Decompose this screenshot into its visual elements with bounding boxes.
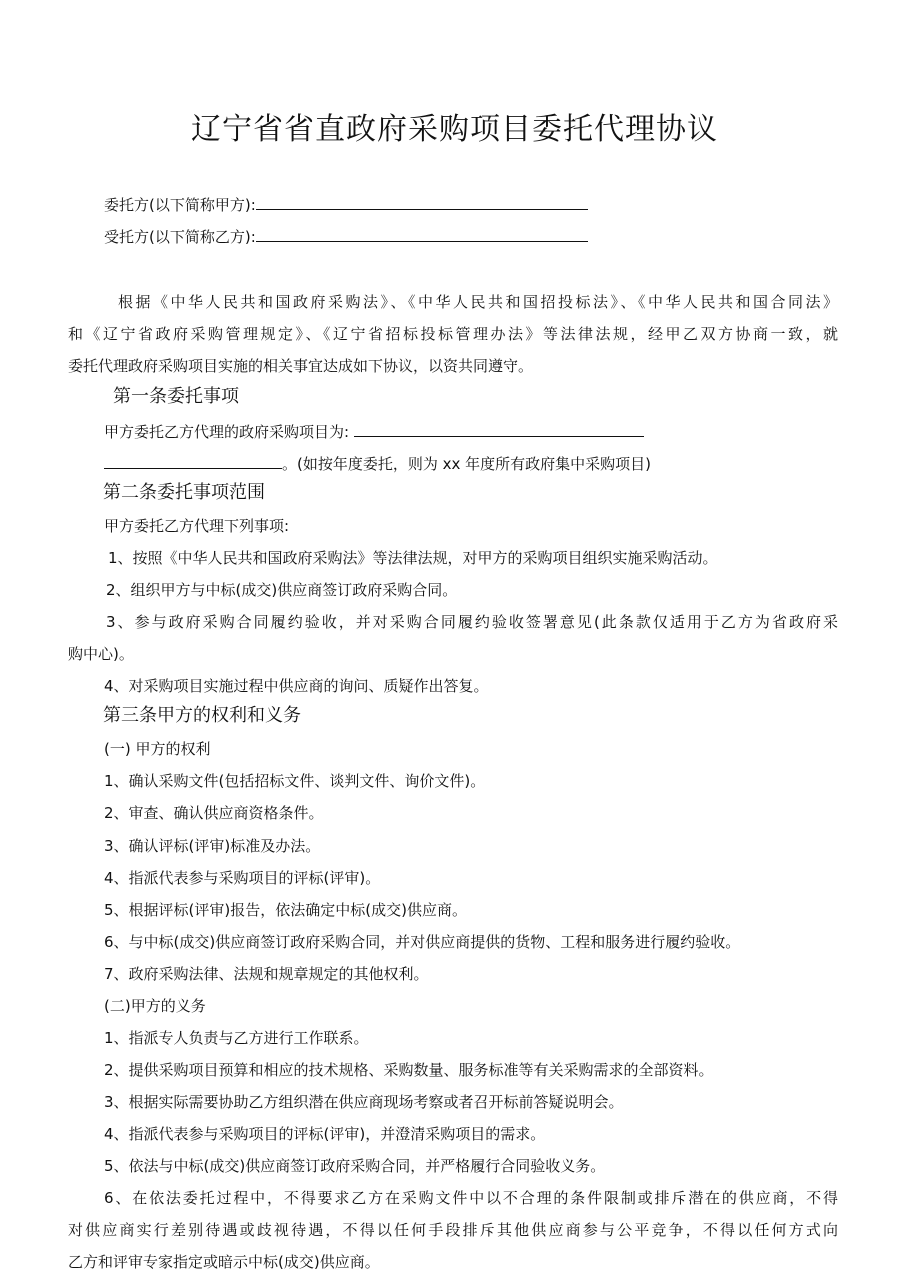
article-1-note: 。(如按年度委托，则为 xx 年度所有政府集中采购项目): [282, 455, 651, 473]
duty-item-6b: 对供应商实行差别待遇或歧视待遇，不得以任何手段排斥其他供应商参与公平竞争，不得以任何方式向: [68, 1221, 838, 1239]
intro-line-2: 和《辽宁省政府采购管理规定》、《辽宁省招标投标管理办法》等法律法规，经甲乙双方协商一致，就: [68, 325, 838, 343]
duty-item-1: 1、指派专人负责与乙方进行工作联系。: [104, 1029, 369, 1047]
party-b-blank: [256, 227, 588, 242]
article-2-intro: 甲方委托乙方代理下列事项:: [104, 517, 290, 535]
duties-heading: (二)甲方的义务: [104, 997, 206, 1015]
intro-line-1: 根据《中华人民共和国政府采购法》、《中华人民共和国招投标法》、《中华人民共和国合同法》: [118, 293, 838, 311]
article-1-line-1: [104, 422, 644, 442]
party-b-line: [104, 227, 588, 247]
article-2-heading: 第二条委托事项范围: [103, 482, 265, 503]
article-1-line-2: [104, 454, 651, 474]
right-item-3: 3、确认评标(评审)标准及办法。: [104, 837, 321, 855]
right-item-4: 4、指派代表参与采购项目的评标(评审)。: [104, 869, 381, 887]
intro-line-3: 委托代理政府采购项目实施的相关事宜达成如下协议，以资共同遵守。: [68, 357, 534, 375]
article-3-heading: 第三条甲方的权利和义务: [103, 705, 301, 726]
duty-item-6c: 乙方和评审专家指定或暗示中标(成交)供应商。: [68, 1253, 380, 1271]
duty-item-2: 2、提供采购项目预算和相应的技术规格、采购数量、服务标准等有关采购需求的全部资料。: [104, 1061, 714, 1079]
duty-item-5: 5、依法与中标(成交)供应商签订政府采购合同，并严格履行合同验收义务。: [104, 1157, 606, 1175]
right-item-6: 6、与中标(成交)供应商签订政府采购合同，并对供应商提供的货物、工程和服务进行履约验收。: [104, 933, 741, 951]
article-1-heading: 第一条委托事项: [113, 386, 239, 407]
duty-item-6a: 6、在依法委托过程中，不得要求乙方在采购文件中以不合理的条件限制或排斥潜在的供应商，不得: [104, 1189, 838, 1207]
article-2-item-3b: 购中心)。: [68, 645, 134, 663]
duty-item-4: 4、指派代表参与采购项目的评标(评审)，并澄清采购项目的需求。: [104, 1125, 546, 1143]
article-2-item-4: 4、对采购项目实施过程中供应商的询问、质疑作出答复。: [104, 677, 489, 695]
right-item-5: 5、根据评标(评审)报告，依法确定中标(成交)供应商。: [104, 901, 467, 919]
article-2-item-1: 1、按照《中华人民共和国政府采购法》等法律法规，对甲方的采购项目组织实施采购活动。: [108, 549, 718, 567]
right-item-1: 1、确认采购文件(包括招标文件、谈判文件、询价文件)。: [104, 772, 486, 790]
project-name-blank-2: [104, 454, 282, 469]
party-a-label: 委托方(以下简称甲方):: [104, 196, 256, 214]
duty-item-3: 3、根据实际需要协助乙方组织潜在供应商现场考察或者召开标前答疑说明会。: [104, 1093, 624, 1111]
rights-heading: (一) 甲方的权利: [104, 740, 211, 758]
right-item-2: 2、审查、确认供应商资格条件。: [104, 804, 324, 822]
right-item-7: 7、政府采购法律、法规和规章规定的其他权利。: [104, 965, 429, 983]
party-a-blank: [256, 195, 588, 210]
project-name-blank: [354, 422, 644, 437]
article-2-item-3a: 3、参与政府采购合同履约验收，并对采购合同履约验收签署意见(此条款仅适用于乙方为省政府采: [106, 613, 838, 631]
article-2-item-2: 2、组织甲方与中标(成交)供应商签订政府采购合同。: [106, 581, 458, 599]
party-b-label: 受托方(以下简称乙方):: [104, 228, 256, 246]
party-a-line: [104, 195, 588, 215]
article-1-label: 甲方委托乙方代理的政府采购项目为:: [104, 423, 350, 441]
document-title: 辽宁省省直政府采购项目委托代理协议: [191, 112, 718, 147]
